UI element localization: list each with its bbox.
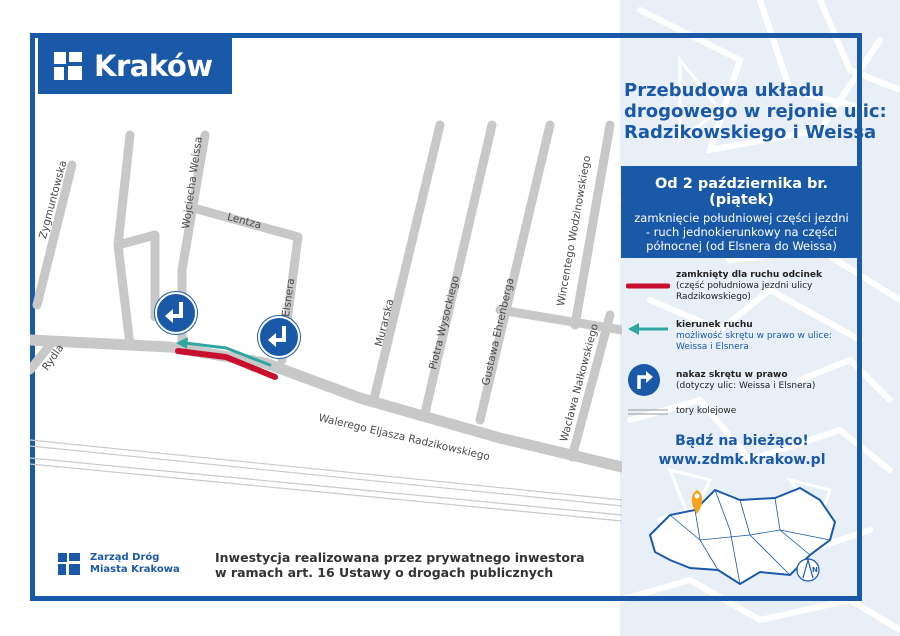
compass-label: N	[812, 566, 818, 574]
label-ehrenberga: Gustawa Ehrenberga	[480, 276, 517, 387]
cta-line-1: Bądź na bieżąco!	[675, 433, 809, 449]
info-desc-2: - ruch jednokierunkowy na części	[645, 225, 838, 239]
label-weissa: Wojciecha Weissa	[180, 135, 205, 230]
legend-turn	[624, 362, 860, 398]
legend-direction	[624, 320, 860, 356]
legend-rail	[624, 406, 860, 422]
info-desc-1: zamknięcie południowej części jezdni	[634, 211, 849, 225]
label-elsnera: Elsnera	[280, 277, 298, 318]
label-rydla: Rydla	[40, 342, 67, 373]
logo-name: Kraków	[94, 49, 213, 83]
label-murarska: Murarska	[373, 297, 397, 348]
legend-closed-title: zamknięty dla ruchu odcinek	[676, 270, 822, 280]
direction-arrow-icon	[626, 322, 670, 336]
street-map	[30, 95, 622, 595]
label-nalkowskiego: Wacława Nałkowskiego	[558, 322, 602, 444]
legend-closed	[624, 270, 860, 310]
zdmk-logo	[58, 552, 180, 576]
info-date: Od 2 października br. (piątek)	[654, 176, 828, 208]
label-lentza: Lentza	[225, 211, 263, 232]
legend-turn-title: nakaz skrętu w prawo	[676, 370, 788, 380]
label-zygmuntowska: Zygmuntowska	[37, 159, 70, 241]
zdmk-name-1: Zarząd Dróg	[90, 552, 160, 563]
legend-direction-sub1: możliwość skrętu w prawo w ulice:	[676, 331, 832, 341]
title-line-2: drogowego w rejonie ulic:	[624, 101, 887, 122]
poster-title	[624, 80, 894, 143]
railway-tracks	[30, 440, 622, 521]
legend-direction-sub2: Weissa i Elsnera	[676, 342, 749, 352]
investment-note-1: Inwestycja realizowana przez prywatnego inwestora	[215, 550, 585, 565]
legend-direction-title: kierunek ruchu	[676, 320, 753, 330]
label-wysockiego: Piotra Wysockiego	[427, 274, 462, 371]
closed-line-icon	[626, 282, 670, 290]
label-wodzinowskiego: Wincentego Wodzinowskiego	[555, 154, 594, 308]
cta-url[interactable]: www.zdmk.krakow.pl	[658, 452, 826, 468]
rail-icon	[626, 408, 670, 416]
investment-note	[215, 550, 585, 580]
info-box	[621, 166, 862, 258]
investment-note-2: w ramach art. 16 Ustawy o drogach publicznych	[215, 565, 554, 580]
krakow-mini-map	[640, 480, 850, 590]
legend-rail-title: tory kolejowe	[676, 406, 737, 416]
cta-block	[624, 432, 860, 470]
turn-right-sign-weissa	[155, 292, 197, 334]
legend-closed-sub2: Radzikowskiego)	[676, 292, 751, 302]
label-radzikowskiego: Walerego Eljasza Radzikowskiego	[317, 412, 491, 464]
title-line-3: Radzikowskiego i Weissa	[624, 122, 877, 143]
zdmk-logo-icon	[58, 553, 80, 575]
street-radzikowskiego	[30, 340, 622, 467]
krakow-logo	[38, 38, 232, 94]
turn-right-sign-elsnera	[258, 316, 300, 358]
krakow-logo-icon	[54, 52, 82, 80]
turn-right-icon	[626, 362, 662, 398]
legend-closed-sub1: (część południowa jezdni ulicy	[676, 281, 813, 291]
info-desc-3: północnej (od Elsnera do Weissa)	[646, 239, 837, 253]
zdmk-name-2: Miasta Krakowa	[90, 564, 180, 575]
legend-turn-sub: (dotyczy ulic: Weissa i Elsnera)	[676, 381, 816, 391]
title-line-1: Przebudowa układu	[624, 80, 825, 101]
